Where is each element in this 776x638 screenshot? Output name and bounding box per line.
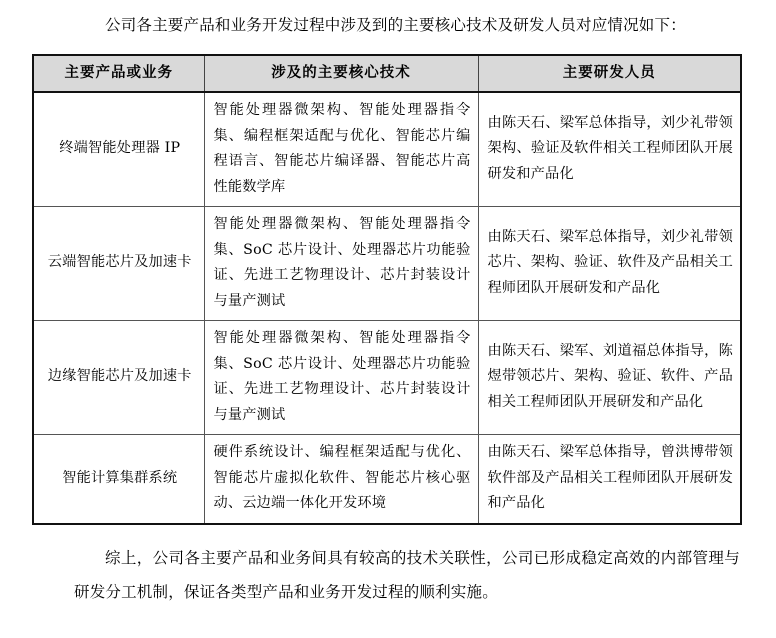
table-row [33, 321, 741, 435]
cell-technology: 智能处理器微架构、智能处理器指令集、SoC 芯片设计、处理器芯片功能验证、先进工艺物理设计、芯片封装设计与量产测试 [204, 321, 478, 435]
cell-staff: 由陈天石、梁军总体指导，刘少礼带领架构、验证及软件相关工程师团队开展研发和产品化 [478, 92, 741, 207]
cell-product: 边缘智能芯片及加速卡 [33, 321, 204, 435]
cell-technology: 硬件系统设计、编程框架适配与优化、智能芯片虚拟化软件、智能芯片核心驱动、云边端一体化开发环境 [204, 435, 478, 524]
table-body [33, 92, 741, 524]
column-header-technology: 涉及的主要核心技术 [204, 55, 478, 92]
cell-technology: 智能处理器微架构、智能处理器指令集、SoC 芯片设计、处理器芯片功能验证、先进工艺物理设计、芯片封装设计与量产测试 [204, 207, 478, 321]
cell-staff: 由陈天石、梁军总体指导，曾洪博带领软件部及产品相关工程师团队开展研发和产品化 [478, 435, 741, 524]
table-header [33, 55, 741, 92]
core-technology-table [32, 54, 742, 525]
cell-product: 智能计算集群系统 [33, 435, 204, 524]
cell-technology: 智能处理器微架构、智能处理器指令集、编程框架适配与优化、智能芯片编程语言、智能芯片编译器、智能芯片高性能数学库 [204, 92, 478, 207]
table-row [33, 92, 741, 207]
cell-product: 终端智能处理器 IP [33, 92, 204, 207]
table-container [0, 42, 776, 525]
column-header-staff: 主要研发人员 [478, 55, 741, 92]
table-row [33, 435, 741, 524]
table-row [33, 207, 741, 321]
cell-product: 云端智能芯片及加速卡 [33, 207, 204, 321]
column-header-product: 主要产品或业务 [33, 55, 204, 92]
cell-staff: 由陈天石、梁军总体指导，刘少礼带领芯片、架构、验证、软件及产品相关工程师团队开展研发和产品化 [478, 207, 741, 321]
cell-staff: 由陈天石、梁军、刘道福总体指导，陈煜带领芯片、架构、验证、软件、产品相关工程师团队开展研发和产品化 [478, 321, 741, 435]
table-header-row [33, 55, 741, 92]
intro-paragraph: 公司各主要产品和业务开发过程中涉及到的主要核心技术及研发人员对应情况如下： [105, 16, 686, 34]
outro-paragraph: 综上，公司各主要产品和业务间具有较高的技术关联性，公司已形成稳定高效的内部管理与研发分工机制，保证各类型产品和业务开发过程的顺利实施。 [74, 548, 740, 601]
